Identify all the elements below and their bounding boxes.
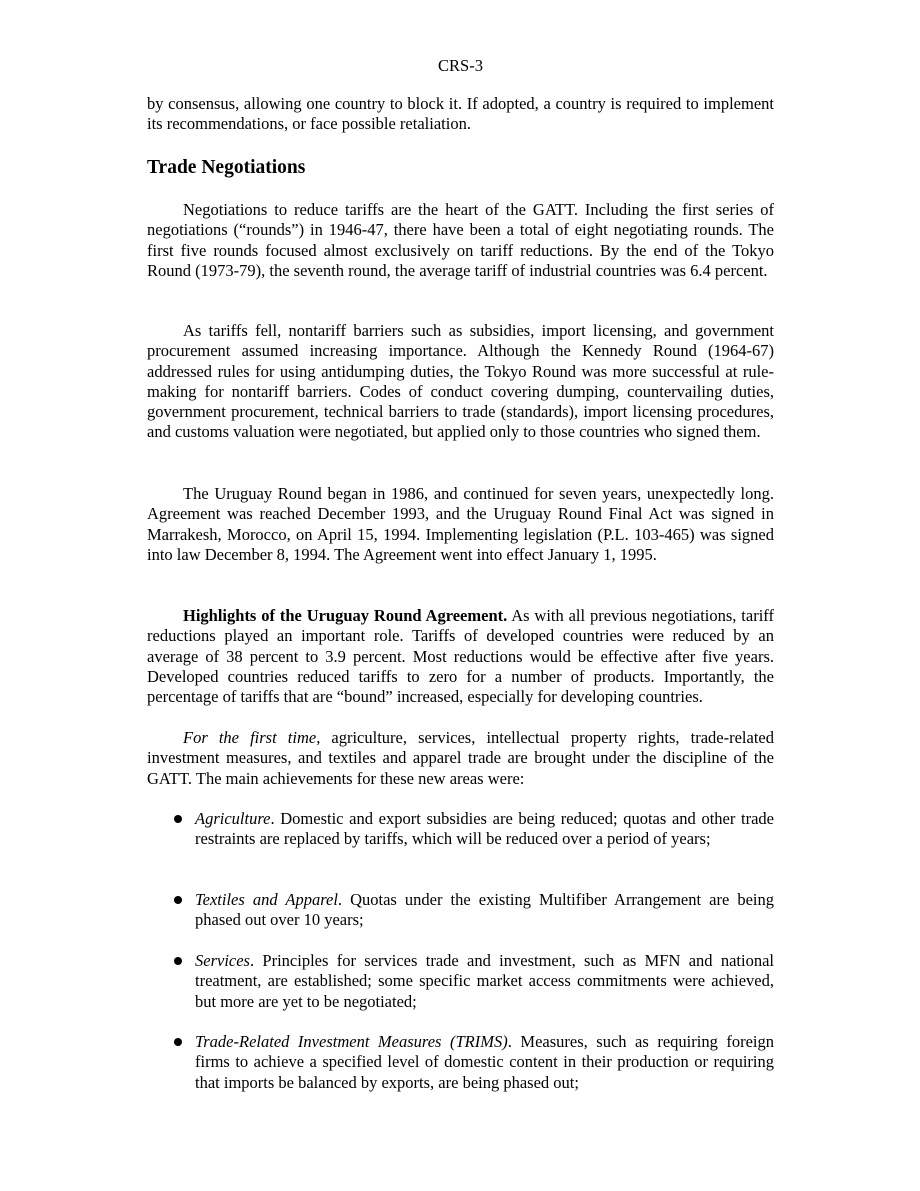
- bullet-text: . Principles for services trade and investment, such as MFN and national treatment, are established; some specific market access commitments were achieved, but more are yet to be negotiated;: [195, 951, 774, 1011]
- list-item-textiles: [147, 890, 774, 931]
- bullet-term: Agriculture: [195, 809, 271, 828]
- highlights-text: As with all previous negotiations, tariff reductions played an important role. Tariffs of developed countries were reduced by an average of 38 percent to 3.9 percent. Most reductions would be effective after five years. Developed countries reduced tariffs to zero for a number of products. Importantly, the percentage of tariffs that are “bound” increased, especially for developing countries.: [147, 606, 774, 707]
- paragraph-negotiations: Negotiations to reduce tariffs are the heart of the GATT. Including the first series of negotiations (“rounds”) in 1946-47, there have been a total of eight negotiating rounds. The first five rounds focused almost exclusively on tariff reductions. By the end of the Tokyo Round (1973-79), the seventh round, the average tariff of industrial countries was 6.4 percent.: [147, 200, 774, 280]
- page-header: CRS-3: [438, 56, 483, 75]
- list-item-trims: [147, 1032, 774, 1093]
- bullet-icon: [174, 815, 182, 823]
- bullet-term: Textiles and Apparel: [195, 890, 338, 909]
- intro-paragraph: by consensus, allowing one country to block it. If adopted, a country is required to implement its recommendations, or face possible retaliation.: [147, 94, 774, 134]
- bullet-icon: [174, 957, 182, 965]
- bullet-text: . Measures, such as requiring foreign firms to achieve a specified level of domestic content in their production or requiring that imports be balanced by exports, are being phased out;: [195, 1032, 774, 1092]
- bullet-text: . Quotas under the existing Multifiber Arrangement are being phased out over 10 years;: [195, 890, 774, 930]
- first-time-lead: For the first time: [183, 728, 317, 747]
- paragraph-highlights: [147, 606, 774, 707]
- paragraph-first-time: [147, 728, 774, 789]
- bullet-icon: [174, 896, 182, 904]
- paragraph-uruguay-round: The Uruguay Round began in 1986, and continued for seven years, unexpectedly long. Agreement was reached December 1993, and the Uruguay Round Final Act was signed in Marrakesh, Morocco, on April 15, 1994. Implementing legislation (P.L. 103-465) was signed into law December 8, 1994. The Agreement went into effect January 1, 1995.: [147, 484, 774, 564]
- paragraph-nontariff-barriers: As tariffs fell, nontariff barriers such as subsidies, import licensing, and government procurement assumed increasing importance. Although the Kennedy Round (1964-67) addressed rules for using antidumping duties, the Tokyo Round was more successful at rule-making for nontariff barriers. Codes of conduct covering dumping, countervailing duties, government procurement, technical barriers to trade (standards), import licensing procedures, and customs valuation were negotiated, but applied only to those countries who signed them.: [147, 321, 774, 442]
- highlights-lead: Highlights of the Uruguay Round Agreement.: [183, 606, 508, 625]
- section-heading: Trade Negotiations: [147, 157, 306, 178]
- list-item-agriculture: [147, 809, 774, 850]
- list-item-services: [147, 951, 774, 1012]
- first-time-text: , agriculture, services, intellectual property rights, trade-related investment measures, and textiles and apparel trade are brought under the discipline of the GATT. The main achievements for these new areas were:: [147, 728, 774, 788]
- bullet-text: . Domestic and export subsidies are being reduced; quotas and other trade restraints are replaced by tariffs, which will be reduced over a period of years;: [195, 809, 774, 849]
- bullet-icon: [174, 1038, 182, 1046]
- bullet-term: Services: [195, 951, 250, 970]
- bullet-term: Trade-Related Investment Measures (TRIMS): [195, 1032, 508, 1051]
